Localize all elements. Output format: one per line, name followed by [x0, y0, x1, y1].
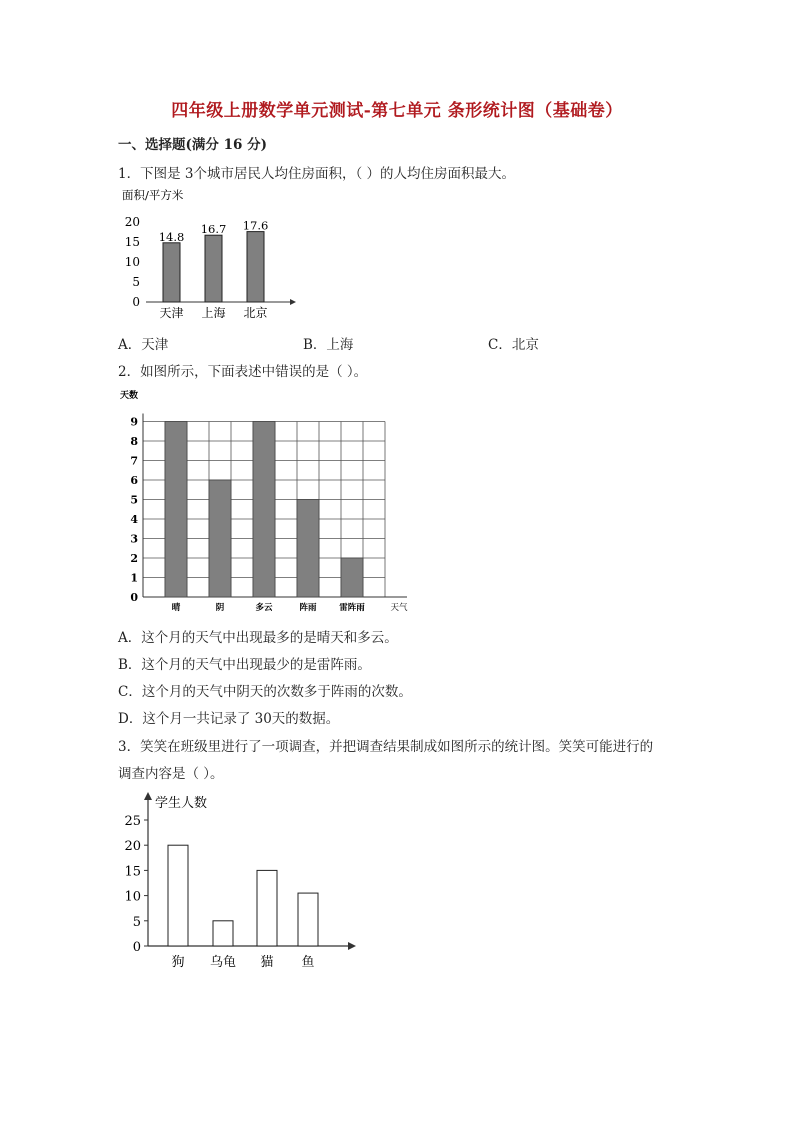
y-tick-label: 5	[130, 493, 138, 507]
question-1-stem: 1．下图是 3个城市居民人均住房面积，（ ）的人均住房面积最大。	[118, 166, 516, 182]
x-tick-label: 天津	[159, 306, 184, 320]
y-tick-label: 10	[124, 889, 141, 905]
bar-value-label: 14.8	[158, 229, 185, 244]
x-tick-label: 雷阵雨	[339, 603, 365, 613]
page-title: 四年级上册数学单元测试-第七单元 条形统计图（基础卷）	[171, 101, 623, 121]
question-2-option-b[interactable]: B．这个月的天气中出现最少的是雷阵雨。	[118, 657, 371, 673]
x-axis-arrow	[290, 299, 296, 305]
x-tick-label: 狗	[171, 955, 185, 970]
bar	[297, 500, 319, 598]
x-axis-arrow	[348, 942, 356, 950]
x-tick-label: 乌龟	[209, 955, 237, 970]
question-3-stem-line2: 调查内容是（ ）。	[118, 766, 224, 782]
bar	[209, 480, 231, 597]
y-axis-arrow	[144, 792, 152, 800]
y-tick-label: 15	[124, 235, 140, 249]
bar	[341, 558, 363, 597]
y-axis-label: 学生人数	[155, 796, 208, 811]
y-tick-label: 0	[130, 591, 138, 604]
y-tick-label: 0	[132, 295, 140, 309]
y-tick-label: 0	[132, 940, 141, 955]
y-tick-label: 20	[124, 215, 140, 229]
bar-value-label: 16.7	[200, 222, 227, 237]
y-tick-label: 20	[124, 839, 141, 855]
x-tick-label: 上海	[201, 306, 226, 320]
x-tick-label: 多云	[255, 603, 273, 613]
question-3-stem-line1: 3．笑笑在班级里进行了一项调查，并把调查结果制成如图所示的统计图。笑笑可能进行的	[118, 739, 654, 755]
bar	[247, 232, 264, 302]
y-axis-label: 天数	[120, 391, 139, 401]
y-tick-label: 6	[130, 474, 138, 487]
x-axis-label: 天气	[390, 603, 408, 613]
question-1-option-a[interactable]: A．天津	[118, 337, 169, 353]
y-tick-label: 25	[124, 814, 141, 829]
question-2-stem: 2．如图所示，下面表述中错误的是（ ）。	[118, 364, 368, 380]
x-tick-label: 阵雨	[299, 603, 317, 613]
y-tick-label: 5	[132, 914, 141, 930]
y-tick-label: 8	[130, 435, 138, 448]
y-tick-label: 5	[132, 275, 140, 289]
y-tick-label: 9	[130, 415, 138, 429]
chart-student-pets	[118, 790, 368, 975]
x-tick-label: 阴	[215, 603, 225, 613]
y-tick-label: 7	[130, 454, 138, 468]
bar	[298, 893, 318, 946]
y-tick-label: 3	[130, 532, 138, 546]
y-tick-label: 2	[130, 552, 138, 565]
bar-value-label: 17.6	[242, 218, 269, 233]
question-2-option-c[interactable]: C．这个月的天气中阴天的次数多于阵雨的次数。	[118, 684, 412, 700]
y-tick-label: 4	[130, 513, 138, 526]
bar	[165, 422, 187, 598]
question-2-option-d[interactable]: D．这个月一共记录了 30天的数据。	[118, 711, 340, 727]
x-tick-label: 北京	[243, 306, 268, 320]
chart-city-housing-area	[118, 182, 318, 324]
chart-weather-days	[118, 385, 428, 615]
bar	[213, 921, 233, 946]
y-tick-label: 1	[130, 571, 138, 585]
bar	[205, 235, 222, 302]
bar	[168, 845, 188, 946]
x-tick-label: 猫	[260, 955, 274, 970]
y-axis-label: 面积/平方米	[122, 188, 184, 202]
bar	[257, 870, 277, 946]
question-2-option-a[interactable]: A．这个月的天气中出现最多的是晴天和多云。	[118, 630, 398, 646]
y-tick-label: 15	[124, 864, 141, 880]
question-1-option-c[interactable]: C．北京	[488, 337, 539, 353]
bar	[253, 422, 275, 598]
question-1-option-b[interactable]: B．上海	[303, 337, 354, 353]
x-tick-label: 鱼	[301, 955, 315, 970]
bar	[163, 243, 180, 302]
section-heading: 一、选择题(满分 16 分)	[118, 137, 267, 153]
x-tick-label: 晴	[171, 603, 181, 613]
y-tick-label: 10	[124, 255, 140, 269]
